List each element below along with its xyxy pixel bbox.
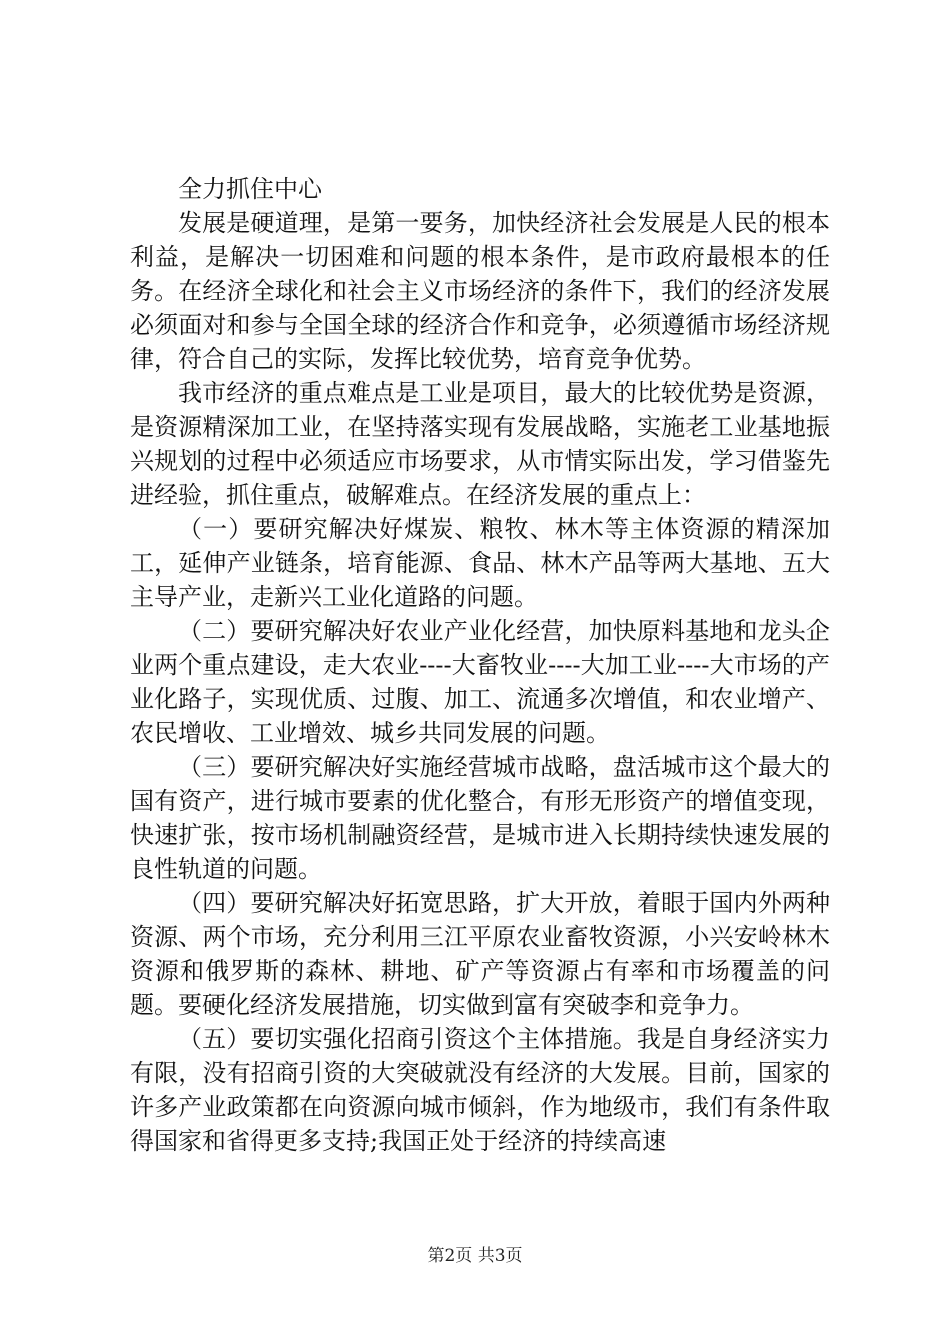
- list-item: （三）要研究解决好实施经营城市战略，盘活城市这个最大的国有资产，进行城市要素的优化整合，有形无形资产的增值变现，快速扩张，按市场机制融资经营，是城市进入长期持续快速发展的良性轨道的问题。: [130, 753, 830, 883]
- list-item: （二）要研究解决好农业产业化经营，加快原料基地和龙头企业两个重点建设，走大农业----大畜牧业----大加工业----大市场的产业化路子，实现优质、过腹、加工、流通多次增值，和农业增产、农民增收、工业增效、城乡共同发展的问题。: [130, 617, 830, 747]
- list-item: （五）要切实强化招商引资这个主体措施。我是自身经济实力有限，没有招商引资的大突破就没有经济的大发展。目前，国家的许多产业政策都在向资源向城市倾斜，作为地级市，我们有条件取得国家和省得更多支持;我国正处于经济的持续高速: [130, 1025, 830, 1155]
- document-body: [130, 172, 830, 1158]
- paragraph: 发展是硬道理，是第一要务，加快经济社会发展是人民的根本利益，是解决一切困难和问题的根本条件，是市政府最根本的任务。在经济全球化和社会主义市场经济的条件下，我们的经济发展必须面对和参与全国全球的经济合作和竞争，必须遵循市场经济规律，符合自己的实际，发挥比较优势，培育竞争优势。: [130, 209, 830, 373]
- list-item: （四）要研究解决好拓宽思路，扩大开放，着眼于国内外两种资源、两个市场，充分利用三江平原农业畜牧资源，小兴安岭林木资源和俄罗斯的森林、耕地、矿产等资源占有率和市场覆盖的问题。要硬化经济发展措施，切实做到富有突破李和竞争力。: [130, 889, 830, 1019]
- section-heading: 全力抓住中心: [178, 175, 322, 203]
- page-number-footer: 第2页 共3页: [427, 1246, 523, 1266]
- paragraph: 我市经济的重点难点是工业是项目，最大的比较优势是资源，是资源精深加工业，在坚持落实现有发展战略，实施老工业基地振兴规划的过程中必须适应市场要求，从市情实际出发，学习借鉴先进经验，抓住重点，破解难点。在经济发展的重点上：: [130, 379, 830, 509]
- list-item: （一）要研究解决好煤炭、粮牧、林木等主体资源的精深加工，延伸产业链条，培育能源、食品、林木产品等两大基地、五大主导产业，走新兴工业化道路的问题。: [130, 515, 830, 611]
